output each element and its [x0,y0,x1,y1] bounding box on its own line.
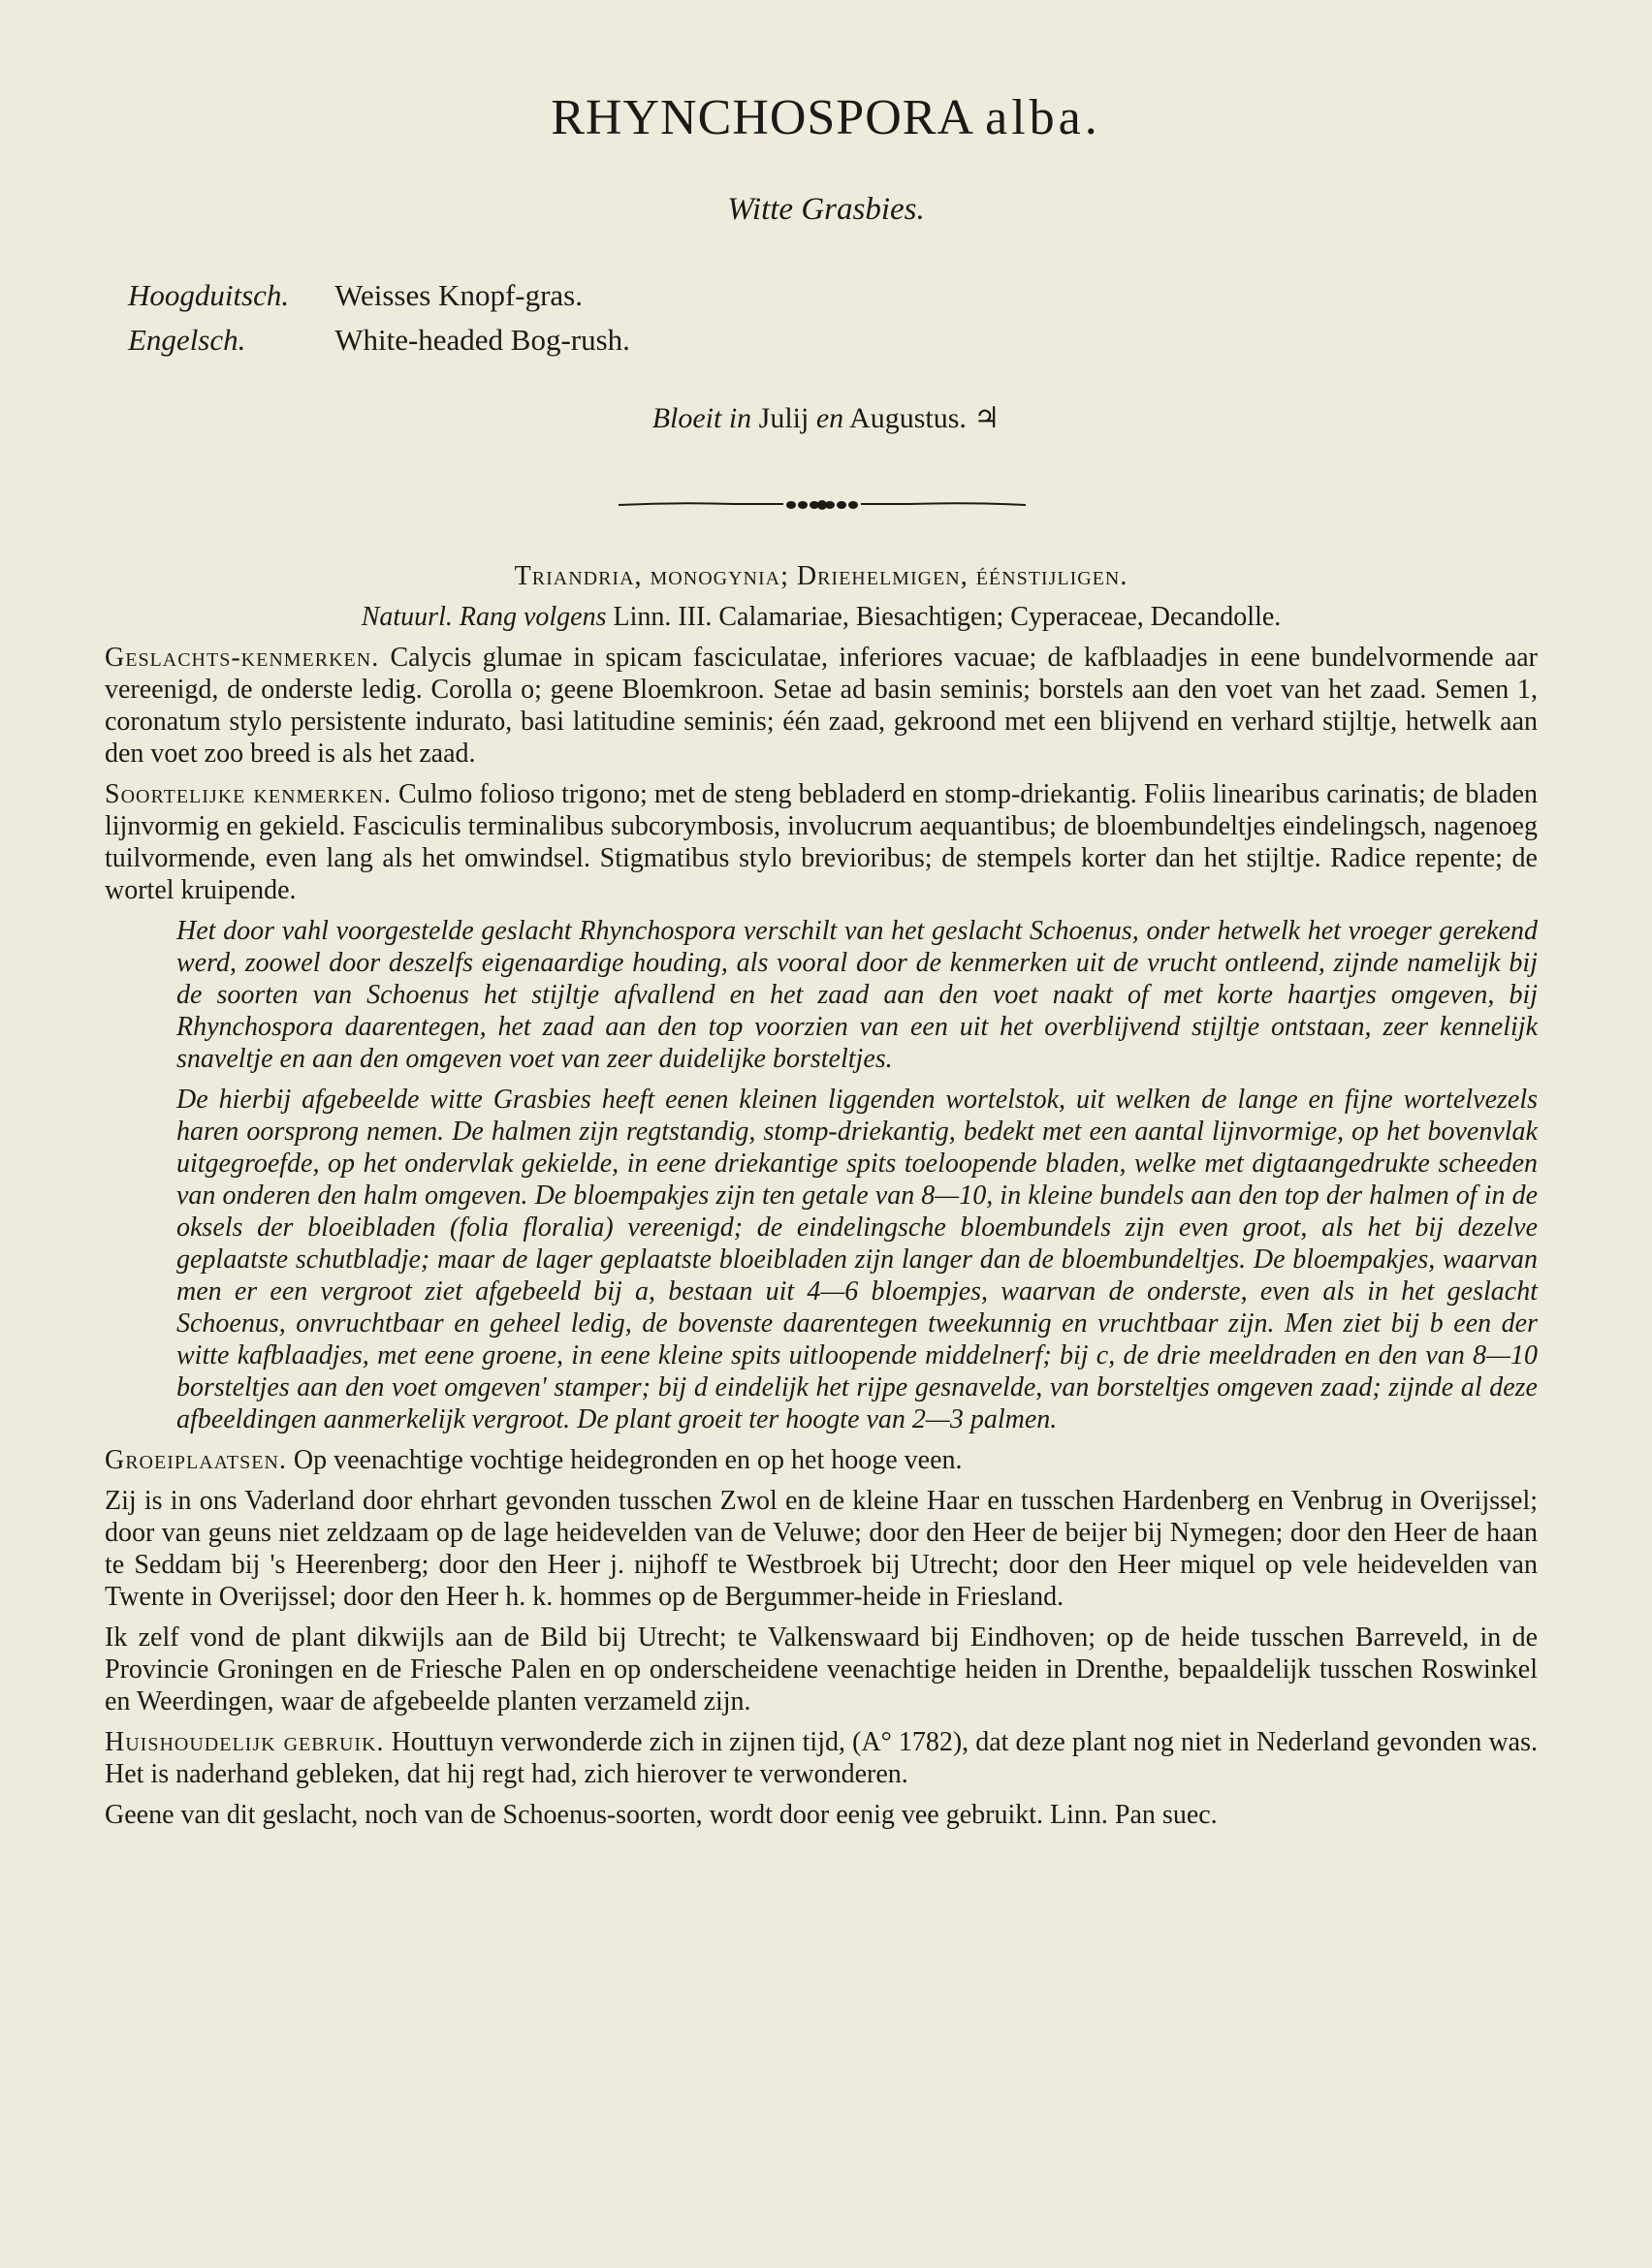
body-text [105,560,1538,1840]
section-heading: Geslachts-kenmerken. [105,643,380,673]
vernacular-name: White-headed Bog-rush. [334,323,630,357]
language-label: Hoogduitsch. [128,278,290,312]
section-text: Calycis glumae in spicam fasciculatae, inferiores vacuae; de kafblaadjes in eene bundelvormende aar vereenigd, de onderste ledig. Corolla o; geene Bloemkroon. Setae ad basin seminis; borstels aan den voet van het zaad. Semen 1, coronatum stylo persistente indurato, basi latitudine seminis; één zaad, gekroond met een blijvend en verhard stijltje, hetwelk aan den voet zoo breed is als het zaad. [105,643,1539,769]
classification-line-2 [105,601,1538,633]
vernacular-name: Weisses Knopf-gras. [334,278,583,312]
flowering-month-2: Augustus. [849,402,967,434]
classification-line-1: Triandria, monogynia; Driehelmigen, éénstijligen. [514,561,1128,591]
genus-characters [105,642,1538,770]
species-characters [105,778,1538,906]
flowering-en: en [815,402,844,434]
flowering-month-1: Julij [758,402,810,434]
vernacular-names [128,273,630,362]
perennial-symbol-icon: ♃ [973,402,1001,434]
section-text: Culmo folioso trigono; met de steng bebladerd en stomp-driekantig. Foliis linearibus carinatis; de bladen lijnvormig en gekield. Fasciculis terminalibus subcorymbosis, involucrum aequantibus; de bloembundeltjes eindelingsch, nagenoeg tuilvormende, even lang als het omwindsel. Stigmatibus stylo brevioribus; de stempels korter dan het stijltje. Radice repente; de wortel kruipende. [105,779,1538,905]
species-name: alba. [985,90,1101,145]
flowering-line [0,401,1652,435]
use-note: Geene van dit geslacht, noch van de Schoenus-soorten, wordt door eenig vee gebruikt. Linn. Pan suec. [105,1800,1218,1830]
classification-text: Linn. III. Calamariae, Biesachtigen; Cyperaceae, Decandolle. [613,602,1282,632]
habitat-localities: Zij is in ons Vaderland door ehrhart gevonden tusschen Zwol en de kleine Haar en tusschen Hardenberg en Venbrug in Overijssel; door van geuns niet zeldzaam op de lage heidevelden van de Veluwe; door den Heer de beijer bij Nymegen; door den Heer de haan te Seddam bij 's Heerenberg; door den Heer j. nijhoff te Westbroek bij Utrecht; door den Heer miquel op vele heidevelden van Twente in Overijssel; door den Heer h. k. hommes op de Bergummer-heide in Friesland. [105,1486,1538,1612]
common-name: Witte Grasbies. [727,192,925,227]
classification-label: Natuurl. Rang volgens [361,602,607,632]
name-row-english [128,318,630,362]
genus-name: RHYNCHOSPORA [551,90,972,145]
habitat-own-finds: Ik zelf vond de plant dikwijls aan de Bild bij Utrecht; te Valkenswaard bij Eindhoven; op de heide tusschen Barreveld, in de Provincie Groningen en de Friesche Palen en op onderscheidene veenachtige heiden in Drenthe, bepaaldelijk tusschen Roswinkel en Weerdingen, waar de afgebeelde planten verzameld zijn. [105,1622,1538,1717]
note-genus: Het door vahl voorgestelde geslacht Rhynchospora verschilt van het geslacht Schoenus, onder hetwelk het vroeger gerekend werd, zoowel door deszelfs eigenaardige houding, als vooral door de kenmerken uit de vrucht ontleend, zijnde namelijk bij de soorten van Schoenus het stijltje afvallend en het zaad aan den voet naakt of met korte haartjes omgeven, bij Rhynchospora daarentegen, het zaad aan den top voorzien van een uit het overblijvend stijltje ontstaan, zeer kennelijk snaveltje en aan den omgeven voet van zeer duidelijke borsteltjes. [176,916,1538,1074]
name-row-german [128,273,630,318]
note-description: De hierbij afgebeelde witte Grasbies heeft eenen kleinen liggenden wortelstok, uit welken de lange en fijne wortelvezels haren oorsprong nemen. De halmen zijn regtstandig, stomp-driekantig, bedekt met een aantal lijnvormige, op het bovenvlak uitgegroefde, op het ondervlak gekielde, in eene driekantige spits toeloopende bladen, welke met digtaangedrukte scheeden van onderen den halm omgeven. De bloempakjes zijn ten getale van 8—10, in kleine bundels aan den top der halmen of in de oksels der bloeibladen (folia floralia) vereenigd; de eindelingsche bloembundels zijn even groot, als het bij dezelve geplaatste schutbladje; maar de lager geplaatste bloeibladen zijn langer dan de bloembundeltjes. De bloempakjes, waarvan men er een vergroot ziet afgebeeld bij a, bestaan uit 4—6 bloempjes, waarvan de onderste, even als in het geslacht Schoenus, onvruchtbaar en geheel ledig, de bovenste daarentegen tweekunnig en vruchtbaar zijn. Men ziet bij b een der witte kafblaadjes, met eene groene, in eene kleine spits uitloopende middelnerf; bij c, de drie meeldraden en den van 8—10 borsteltjes aan den voet omgeven' stamper; bij d eindelijk het rijpe gesnavelde, van borsteltjes omgeven zaad; zijnde al deze afbeeldingen aanmerkelijk vergroot. De plant groeit ter hoogte van 2—3 palmen. [176,1085,1538,1434]
section-text: Op veenachtige vochtige heidegronden en op het hooge veen. [293,1445,963,1475]
language-label: Engelsch. [128,323,246,357]
section-heading: Huishoudelijk gebruik. [105,1727,385,1757]
page-title [0,89,1652,146]
habitat-section [105,1444,1538,1476]
section-text: Houttuyn verwonderde zich in zijnen tijd, (A° 1782), dat deze plant nog niet in Nederland gevonden was. Het is naderhand gebleken, dat hij regt had, zich hierover te verwonderen. [105,1727,1539,1789]
ornament-divider [619,496,1026,514]
section-heading: Soortelijke kenmerken. [105,779,392,809]
flowering-label: Bloeit in [651,402,752,434]
use-section [105,1726,1538,1790]
section-heading: Groeiplaatsen. [105,1445,287,1475]
